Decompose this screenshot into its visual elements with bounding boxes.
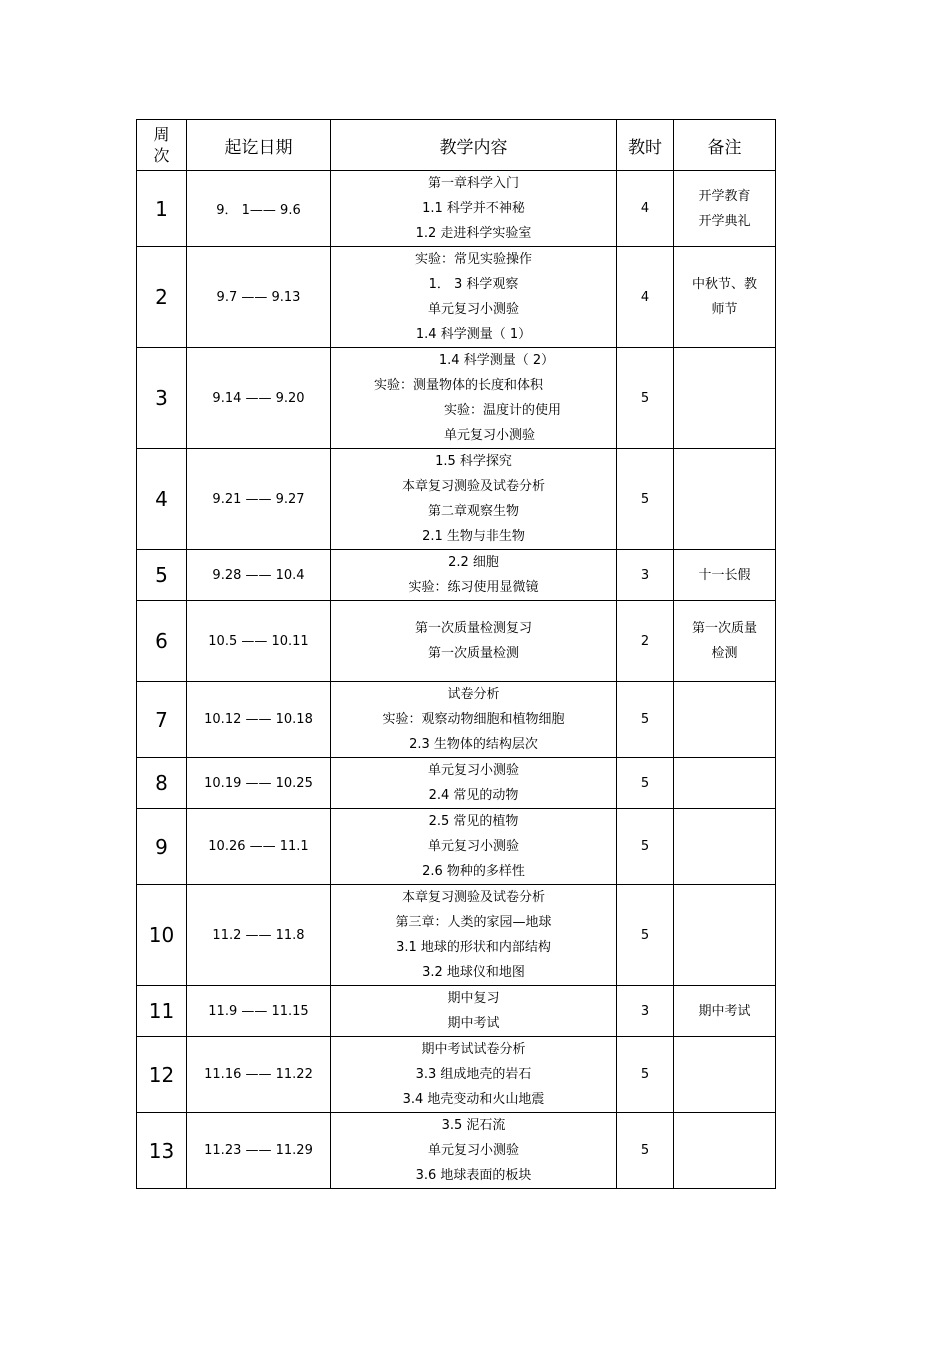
teaching-content	[331, 682, 617, 758]
note	[674, 601, 776, 682]
content-line: 3.2 地球仪和地图	[422, 965, 525, 980]
week-number: 11	[137, 986, 187, 1037]
note-line: 师节	[711, 302, 738, 317]
week-number: 9	[137, 809, 187, 885]
header-week: 周 次	[137, 120, 187, 171]
class-hours: 5	[617, 449, 674, 550]
week-number: 2	[137, 247, 187, 348]
table-row	[137, 348, 776, 449]
note	[674, 247, 776, 348]
content-line: 1.2 走进科学实验室	[415, 226, 532, 241]
teaching-content	[331, 550, 617, 601]
header-notes: 备注	[674, 120, 776, 171]
content-line: 本章复习测验及试卷分析	[401, 890, 545, 905]
class-hours: 2	[617, 601, 674, 682]
content-line: 3.4 地壳变动和火山地震	[402, 1092, 545, 1107]
content-line: 3.6 地球表面的板块	[415, 1168, 532, 1183]
content-line: 单元复习小测验	[427, 302, 519, 317]
content-line: 期中复习	[447, 991, 500, 1006]
teaching-content	[331, 809, 617, 885]
content-line: 第一次质量检测复习	[414, 621, 532, 636]
week-number: 5	[137, 550, 187, 601]
week-number: 4	[137, 449, 187, 550]
date-range: 9.14 —— 9.20	[187, 348, 331, 449]
teaching-content	[331, 171, 617, 247]
week-number: 13	[137, 1113, 187, 1189]
table-row	[137, 758, 776, 809]
date-range: 10.12 —— 10.18	[187, 682, 331, 758]
date-range: 9． 1—— 9.6	[187, 171, 331, 247]
date-range: 11.16 —— 11.22	[187, 1037, 331, 1113]
date-range: 10.19 —— 10.25	[187, 758, 331, 809]
week-number: 10	[137, 885, 187, 986]
content-line: 实验：测量物体的长度和体积	[373, 378, 543, 393]
class-hours: 4	[617, 171, 674, 247]
table-row	[137, 1113, 776, 1189]
note-line: 检测	[711, 646, 738, 661]
class-hours: 5	[617, 1113, 674, 1189]
content-line: 实验：观察动物细胞和植物细胞	[382, 712, 565, 727]
table-row	[137, 682, 776, 758]
note	[674, 758, 776, 809]
note	[674, 550, 776, 601]
content-line: 1.5 科学探究	[435, 454, 512, 469]
note-line: 中秋节、教	[691, 277, 757, 292]
date-range: 11.9 —— 11.15	[187, 986, 331, 1037]
content-line: 3.1 地球的形状和内部结构	[396, 940, 551, 955]
content-line: 1.4 科学测量（ 2）	[438, 353, 555, 368]
content-line: 期中考试试卷分析	[421, 1042, 526, 1057]
class-hours: 5	[617, 682, 674, 758]
week-number: 12	[137, 1037, 187, 1113]
teaching-content	[331, 885, 617, 986]
note	[674, 986, 776, 1037]
teaching-content	[331, 1037, 617, 1113]
header-hours: 教时	[617, 120, 674, 171]
note-line: 第一次质量	[691, 621, 757, 636]
date-range: 9.21 —— 9.27	[187, 449, 331, 550]
table-row	[137, 986, 776, 1037]
content-line: 2.4 常见的动物	[428, 788, 519, 803]
note-line: 开学教育	[698, 188, 751, 204]
class-hours: 5	[617, 758, 674, 809]
table-row	[137, 809, 776, 885]
week-number: 6	[137, 601, 187, 682]
date-range: 9.7 —— 9.13	[187, 247, 331, 348]
note	[674, 1113, 776, 1189]
table-row	[137, 885, 776, 986]
table-row	[137, 449, 776, 550]
date-range: 10.5 —— 10.11	[187, 601, 331, 682]
content-line: 2.6 物种的多样性	[422, 864, 525, 879]
date-range: 9.28 —— 10.4	[187, 550, 331, 601]
content-line: 2.5 常见的植物	[428, 814, 519, 829]
teaching-content	[331, 758, 617, 809]
content-line: 实验：练习使用显微镜	[408, 580, 539, 595]
table-row	[137, 171, 776, 247]
content-line: 3.5 泥石流	[441, 1118, 506, 1133]
teaching-content	[331, 348, 617, 449]
content-line: 单元复习小测验	[427, 763, 519, 778]
table-row	[137, 1037, 776, 1113]
class-hours: 5	[617, 348, 674, 449]
content-line: 第二章观察生物	[427, 504, 519, 519]
teaching-content	[331, 601, 617, 682]
note-line: 开学典礼	[698, 213, 751, 229]
teaching-content	[331, 1113, 617, 1189]
class-hours: 5	[617, 809, 674, 885]
class-hours: 5	[617, 885, 674, 986]
content-line: 期中考试	[447, 1016, 500, 1031]
week-number: 7	[137, 682, 187, 758]
content-line: 2.1 生物与非生物	[422, 529, 525, 544]
note	[674, 449, 776, 550]
note-line: 期中考试	[698, 1003, 751, 1019]
note	[674, 348, 776, 449]
teaching-content	[331, 247, 617, 348]
teaching-content	[331, 449, 617, 550]
note	[674, 885, 776, 986]
content-line: 1． 3 科学观察	[428, 277, 519, 292]
content-line: 2.3 生物体的结构层次	[409, 737, 538, 752]
content-line: 第三章：人类的家园—地球	[395, 915, 552, 930]
teaching-content	[331, 986, 617, 1037]
note	[674, 809, 776, 885]
class-hours: 3	[617, 550, 674, 601]
date-range: 11.2 —— 11.8	[187, 885, 331, 986]
date-range: 10.26 —— 11.1	[187, 809, 331, 885]
content-line: 本章复习测验及试卷分析	[401, 479, 545, 494]
class-hours: 4	[617, 247, 674, 348]
week-number: 3	[137, 348, 187, 449]
content-line: 2.2 细胞	[448, 555, 499, 570]
content-line: 第一次质量检测	[427, 646, 519, 661]
week-number: 8	[137, 758, 187, 809]
table-row	[137, 550, 776, 601]
content-line: 第一章科学入门	[427, 176, 519, 191]
content-line: 单元复习小测验	[443, 428, 535, 443]
class-hours: 3	[617, 986, 674, 1037]
note	[674, 682, 776, 758]
note	[674, 1037, 776, 1113]
teaching-schedule-table	[136, 119, 776, 1189]
date-range: 11.23 —— 11.29	[187, 1113, 331, 1189]
content-line: 1.1 科学并不神秘	[422, 201, 525, 216]
week-number: 1	[137, 171, 187, 247]
content-line: 试卷分析	[447, 687, 500, 702]
table-row	[137, 247, 776, 348]
note-line: 十一长假	[698, 567, 751, 583]
header-row	[137, 120, 776, 171]
header-content: 教学内容	[331, 120, 617, 171]
header-dates: 起讫日期	[187, 120, 331, 171]
content-line: 单元复习小测验	[427, 1143, 519, 1158]
content-line: 1.4 科学测量（ 1）	[415, 327, 532, 342]
content-line: 实验：温度计的使用	[443, 403, 561, 418]
note	[674, 171, 776, 247]
schedule-sheet	[136, 119, 776, 1189]
class-hours: 5	[617, 1037, 674, 1113]
table-row	[137, 601, 776, 682]
content-line: 单元复习小测验	[427, 839, 519, 854]
content-line: 实验：常见实验操作	[414, 252, 532, 267]
content-line: 3.3 组成地壳的岩石	[415, 1067, 532, 1082]
